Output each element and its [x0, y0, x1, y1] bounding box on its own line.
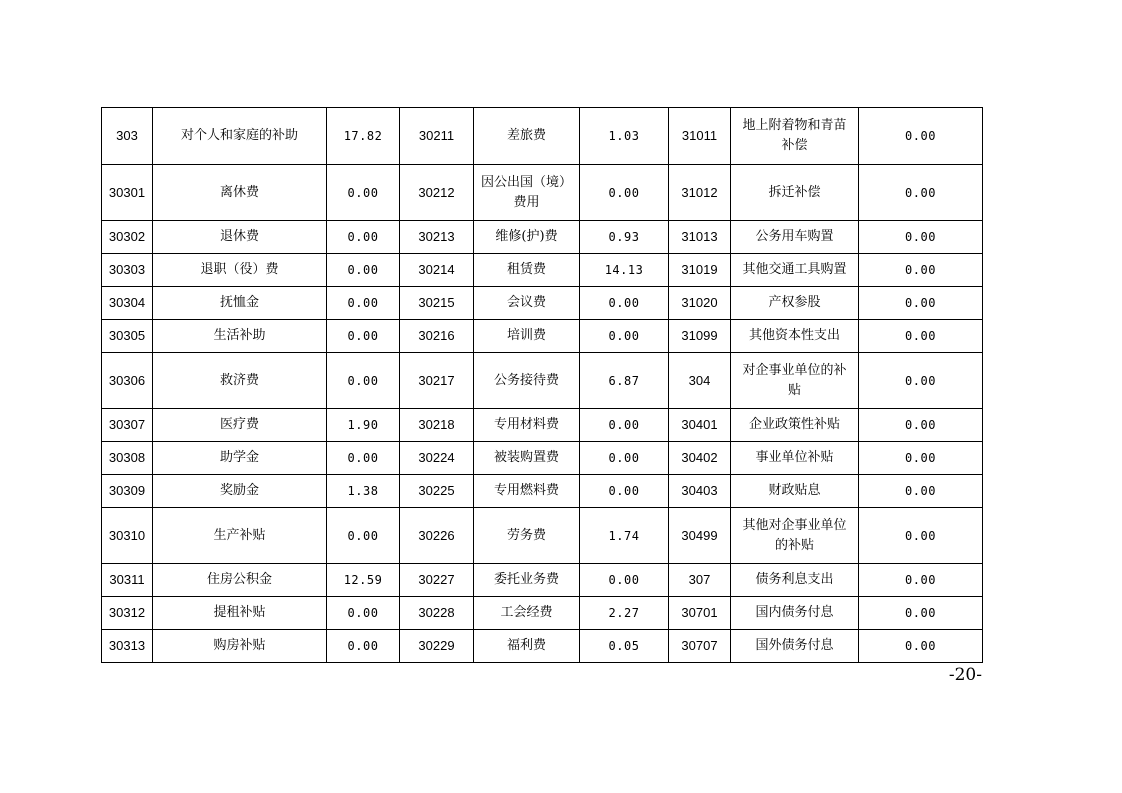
cell-amount-col2: 0.00: [580, 475, 669, 508]
cell-code-col1: 303: [102, 108, 153, 165]
cell-code-col3: 31011: [669, 108, 731, 165]
cell-item-name-col1: 退职（役）费: [153, 254, 327, 287]
cell-amount-col1: 0.00: [327, 597, 400, 630]
cell-code-col2: 30213: [400, 221, 474, 254]
cell-item-name-col3: 对企事业单位的补贴: [731, 353, 859, 409]
table-row: [102, 320, 983, 353]
cell-amount-col2: 0.00: [580, 320, 669, 353]
cell-item-name-col3: 其他资本性支出: [731, 320, 859, 353]
cell-item-name-col3: 其他交通工具购置: [731, 254, 859, 287]
cell-item-name-col2: 专用材料费: [474, 409, 580, 442]
cell-amount-col1: 0.00: [327, 508, 400, 564]
cell-item-name-col1: 退休费: [153, 221, 327, 254]
table-row: [102, 564, 983, 597]
cell-code-col2: 30217: [400, 353, 474, 409]
cell-code-col3: 31012: [669, 165, 731, 221]
cell-code-col3: 307: [669, 564, 731, 597]
cell-item-name-col3: 产权参股: [731, 287, 859, 320]
cell-amount-col1: 0.00: [327, 442, 400, 475]
cell-item-name-col2: 因公出国（境）费用: [474, 165, 580, 221]
cell-code-col1: 30307: [102, 409, 153, 442]
cell-code-col1: 30305: [102, 320, 153, 353]
cell-amount-col3: 0.00: [859, 108, 983, 165]
cell-item-name-col1: 抚恤金: [153, 287, 327, 320]
cell-code-col3: 31019: [669, 254, 731, 287]
cell-code-col1: 30309: [102, 475, 153, 508]
cell-code-col2: 30215: [400, 287, 474, 320]
cell-amount-col1: 0.00: [327, 254, 400, 287]
cell-code-col3: 304: [669, 353, 731, 409]
cell-amount-col1: 0.00: [327, 320, 400, 353]
cell-code-col1: 30301: [102, 165, 153, 221]
cell-code-col1: 30302: [102, 221, 153, 254]
cell-code-col2: 30218: [400, 409, 474, 442]
cell-amount-col2: 14.13: [580, 254, 669, 287]
cell-code-col3: 30499: [669, 508, 731, 564]
cell-amount-col2: 2.27: [580, 597, 669, 630]
cell-amount-col3: 0.00: [859, 287, 983, 320]
cell-code-col3: 31099: [669, 320, 731, 353]
cell-item-name-col2: 维修(护)费: [474, 221, 580, 254]
cell-item-name-col2: 公务接待费: [474, 353, 580, 409]
table-row: [102, 221, 983, 254]
cell-amount-col2: 1.74: [580, 508, 669, 564]
cell-code-col3: 31013: [669, 221, 731, 254]
cell-code-col1: 30311: [102, 564, 153, 597]
cell-amount-col2: 0.00: [580, 165, 669, 221]
cell-code-col2: 30212: [400, 165, 474, 221]
cell-code-col3: 31020: [669, 287, 731, 320]
cell-code-col1: 30308: [102, 442, 153, 475]
cell-amount-col2: 0.00: [580, 564, 669, 597]
cell-item-name-col1: 提租补贴: [153, 597, 327, 630]
cell-code-col1: 30306: [102, 353, 153, 409]
cell-item-name-col2: 培训费: [474, 320, 580, 353]
cell-amount-col1: 1.38: [327, 475, 400, 508]
cell-code-col3: 30707: [669, 630, 731, 663]
cell-item-name-col3: 拆迁补偿: [731, 165, 859, 221]
cell-amount-col1: 0.00: [327, 221, 400, 254]
cell-amount-col2: 0.05: [580, 630, 669, 663]
cell-item-name-col1: 购房补贴: [153, 630, 327, 663]
cell-item-name-col3: 地上附着物和青苗补偿: [731, 108, 859, 165]
cell-item-name-col3: 国外债务付息: [731, 630, 859, 663]
cell-code-col2: 30227: [400, 564, 474, 597]
cell-item-name-col3: 财政贴息: [731, 475, 859, 508]
table-body: [102, 108, 983, 663]
cell-code-col1: 30312: [102, 597, 153, 630]
cell-item-name-col1: 奖励金: [153, 475, 327, 508]
cell-amount-col3: 0.00: [859, 597, 983, 630]
cell-amount-col3: 0.00: [859, 353, 983, 409]
cell-item-name-col2: 差旅费: [474, 108, 580, 165]
cell-amount-col3: 0.00: [859, 508, 983, 564]
cell-code-col2: 30211: [400, 108, 474, 165]
cell-code-col2: 30226: [400, 508, 474, 564]
cell-amount-col3: 0.00: [859, 442, 983, 475]
cell-code-col2: 30228: [400, 597, 474, 630]
cell-item-name-col1: 对个人和家庭的补助: [153, 108, 327, 165]
cell-item-name-col2: 专用燃料费: [474, 475, 580, 508]
cell-item-name-col3: 其他对企事业单位的补贴: [731, 508, 859, 564]
cell-item-name-col1: 助学金: [153, 442, 327, 475]
table-row: [102, 597, 983, 630]
cell-item-name-col3: 事业单位补贴: [731, 442, 859, 475]
cell-code-col1: 30303: [102, 254, 153, 287]
cell-item-name-col2: 工会经费: [474, 597, 580, 630]
cell-amount-col1: 0.00: [327, 353, 400, 409]
cell-amount-col3: 0.00: [859, 409, 983, 442]
cell-item-name-col2: 委托业务费: [474, 564, 580, 597]
cell-code-col1: 30313: [102, 630, 153, 663]
cell-amount-col1: 0.00: [327, 287, 400, 320]
cell-item-name-col3: 债务利息支出: [731, 564, 859, 597]
cell-item-name-col2: 被装购置费: [474, 442, 580, 475]
table-row: [102, 165, 983, 221]
cell-amount-col1: 1.90: [327, 409, 400, 442]
table-row: [102, 630, 983, 663]
cell-code-col1: 30310: [102, 508, 153, 564]
table-row: [102, 475, 983, 508]
cell-amount-col2: 0.93: [580, 221, 669, 254]
table-row: [102, 108, 983, 165]
cell-amount-col2: 0.00: [580, 442, 669, 475]
cell-item-name-col1: 医疗费: [153, 409, 327, 442]
cell-amount-col2: 0.00: [580, 409, 669, 442]
budget-expenditure-table: [101, 107, 983, 663]
cell-code-col3: 30401: [669, 409, 731, 442]
cell-item-name-col1: 生活补助: [153, 320, 327, 353]
table-row: [102, 409, 983, 442]
table-row: [102, 353, 983, 409]
cell-amount-col1: 17.82: [327, 108, 400, 165]
cell-item-name-col1: 救济费: [153, 353, 327, 409]
cell-code-col2: 30229: [400, 630, 474, 663]
cell-item-name-col1: 离休费: [153, 165, 327, 221]
cell-amount-col3: 0.00: [859, 564, 983, 597]
cell-code-col2: 30214: [400, 254, 474, 287]
cell-item-name-col3: 企业政策性补贴: [731, 409, 859, 442]
cell-item-name-col2: 劳务费: [474, 508, 580, 564]
cell-code-col3: 30403: [669, 475, 731, 508]
cell-item-name-col2: 租赁费: [474, 254, 580, 287]
cell-amount-col2: 6.87: [580, 353, 669, 409]
cell-code-col2: 30216: [400, 320, 474, 353]
cell-amount-col1: 0.00: [327, 165, 400, 221]
table-row: [102, 254, 983, 287]
cell-amount-col3: 0.00: [859, 320, 983, 353]
cell-code-col2: 30225: [400, 475, 474, 508]
cell-item-name-col3: 公务用车购置: [731, 221, 859, 254]
cell-item-name-col2: 会议费: [474, 287, 580, 320]
cell-item-name-col1: 住房公积金: [153, 564, 327, 597]
cell-amount-col3: 0.00: [859, 254, 983, 287]
cell-item-name-col1: 生产补贴: [153, 508, 327, 564]
cell-amount-col3: 0.00: [859, 630, 983, 663]
table-row: [102, 287, 983, 320]
table-row: [102, 508, 983, 564]
cell-item-name-col2: 福利费: [474, 630, 580, 663]
cell-amount-col2: 0.00: [580, 287, 669, 320]
cell-amount-col3: 0.00: [859, 221, 983, 254]
cell-amount-col3: 0.00: [859, 475, 983, 508]
cell-code-col2: 30224: [400, 442, 474, 475]
cell-code-col3: 30402: [669, 442, 731, 475]
cell-amount-col1: 12.59: [327, 564, 400, 597]
cell-code-col1: 30304: [102, 287, 153, 320]
cell-item-name-col3: 国内债务付息: [731, 597, 859, 630]
cell-amount-col1: 0.00: [327, 630, 400, 663]
cell-code-col3: 30701: [669, 597, 731, 630]
page-number: -20-: [948, 665, 982, 685]
cell-amount-col3: 0.00: [859, 165, 983, 221]
cell-amount-col2: 1.03: [580, 108, 669, 165]
table-row: [102, 442, 983, 475]
